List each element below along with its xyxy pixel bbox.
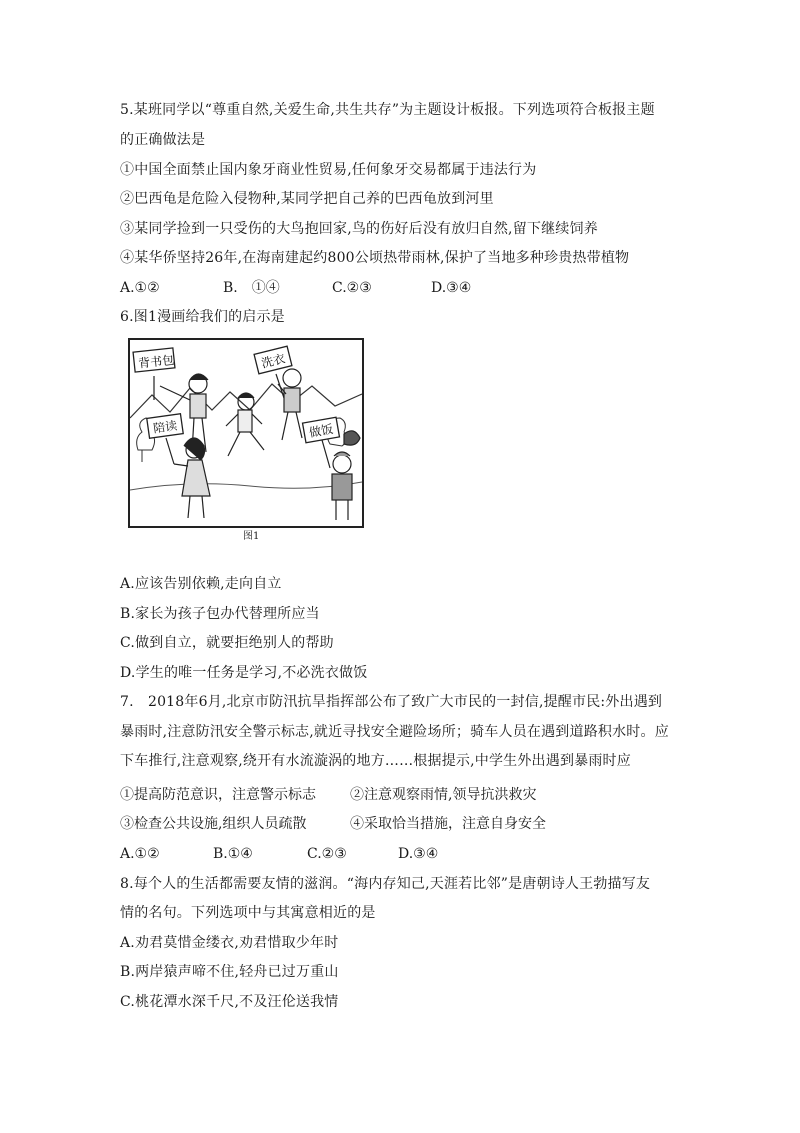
q8-stem-line2: 情的名句。下列选项中与其寓意相近的是: [120, 905, 376, 921]
q7-stem-line1: 7. 2018年6月,北京市防汛抗旱指挥部公布了致广大市民的一封信,提醒市民:外出遇到: [120, 694, 663, 710]
q6-option-b[interactable]: B.家长为孩子包办代替理所应当: [120, 606, 320, 622]
q6-option-a[interactable]: A.应该告别依赖,走向自立: [120, 576, 282, 592]
q7-item-3: ③检查公共设施,组织人员疏散: [120, 816, 307, 832]
grandma-figure: [322, 431, 360, 520]
q5-stem-line1: 5.某班同学以“尊重自然,关爱生命,共生共存”为主题设计板报。下列选项符合板报主题: [120, 102, 655, 118]
q6-option-d[interactable]: D.学生的唯一任务是学习,不必洗衣做饭: [120, 665, 368, 681]
q8-option-c[interactable]: C.桃花潭水深千尺,不及汪伦送我情: [120, 994, 339, 1010]
sign-backpack-label: 背书包: [137, 352, 175, 371]
q5-stem-line2: 的正确做法是: [120, 132, 206, 148]
q7-option-c[interactable]: C.②③: [307, 846, 347, 862]
sign-laundry-label: 洗衣: [259, 351, 287, 371]
q5-option-b[interactable]: B. ①④: [223, 280, 280, 296]
q7-item-2: ②注意观察雨情,领导抗洪救灾: [350, 787, 537, 803]
q6-stem: 6.图1漫画给我们的启示是: [120, 309, 285, 325]
cartoon-figure: [128, 338, 364, 528]
sign-cooking-label: 做饭: [308, 422, 335, 440]
sign-backpack: [133, 348, 175, 372]
q6-option-c[interactable]: C.做到自立，就要拒绝别人的帮助: [120, 635, 334, 651]
q5-item-1: ①中国全面禁止国内象牙商业性贸易,任何象牙交易都属于违法行为: [120, 162, 537, 178]
q7-stem-line2: 暴雨时,注意防汛安全警示标志,就近寻找安全避险场所；骑车人员在遇到道路积水时。应: [120, 724, 669, 740]
q8-option-a[interactable]: A.劝君莫惜金缕衣,劝君惜取少年时: [120, 935, 339, 951]
q8-option-b[interactable]: B.两岸猿声啼不住,轻舟已过万重山: [120, 964, 339, 980]
q5-option-a[interactable]: A.①②: [120, 280, 160, 296]
q8-stem-line1: 8.每个人的生活都需要友情的滋润。“海内存知己,天涯若比邻”是唐朝诗人王勃描写友: [120, 876, 651, 892]
running-boy-figure: [226, 393, 264, 456]
q7-item-4: ④采取恰当措施，注意自身安全: [350, 816, 546, 832]
q7-item-1: ①提高防范意识，注意警示标志: [120, 787, 316, 803]
q7-option-d[interactable]: D.③④: [398, 846, 439, 862]
q5-option-c[interactable]: C.②③: [332, 280, 372, 296]
figure-caption: 图1: [243, 531, 260, 542]
q7-option-a[interactable]: A.①②: [120, 846, 160, 862]
sign-laundry: [254, 346, 292, 374]
q5-item-4: ④某华侨坚持26年,在海南建起约800公顷热带雨林,保护了当地多种珍贵热带植物: [120, 250, 630, 266]
sign-study: [147, 414, 183, 439]
q7-option-b[interactable]: B.①④: [213, 846, 253, 862]
grandpa-figure: [276, 369, 302, 440]
sign-cooking: [303, 417, 340, 443]
girl-figure: [166, 438, 210, 518]
ground-drawing: [130, 482, 362, 490]
q5-option-d[interactable]: D.③④: [431, 280, 472, 296]
q5-item-3: ③某同学捡到一只受伤的大鸟抱回家,鸟的伤好后没有放归自然,留下继续饲养: [120, 221, 598, 237]
sign-study-label: 陪读: [152, 418, 179, 436]
q5-item-2: ②巴西龟是危险入侵物种,某同学把自己养的巴西龟放到河里: [120, 191, 494, 207]
q7-stem-line3: 下车推行,注意观察,绕开有水流漩涡的地方……根据提示,中学生外出遇到暴雨时应: [120, 753, 631, 769]
